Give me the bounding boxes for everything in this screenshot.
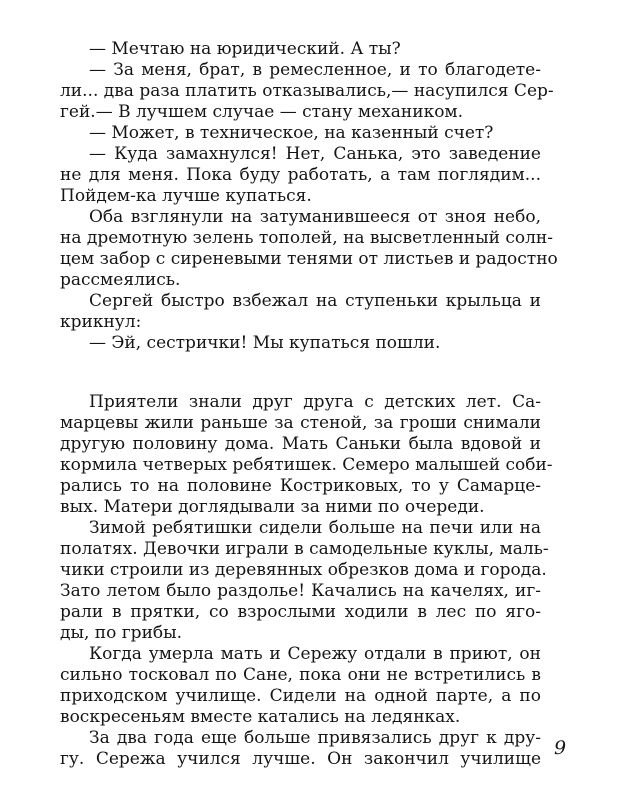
text-line: Когда умерла мать и Сережу отдали в приют, он [89, 644, 541, 664]
text-line: — За меня, брат, в ремесленное, и то благодете- [89, 60, 541, 80]
text-line: воскресеньям вместе катались на ледянках. [60, 707, 461, 727]
text-line: За два года еще больше привязались друг к дру- [89, 728, 541, 748]
text-line: приходском училище. Сидели на одной парте, а по [60, 686, 541, 706]
page-number: 9 [554, 737, 567, 759]
text-line: рали в прятки, со взрослыми ходили в лес по яго- [60, 602, 541, 622]
text-line: на дремотную зелень тополей, на высветленный солн- [60, 228, 554, 248]
text-line: ли... два раза платить отказывались,— насупился Сер- [60, 81, 554, 101]
text-line: вых. Матери доглядывали за ними по очереди. [60, 497, 485, 517]
text-line: кормила четверых ребятишек. Семеро малышей соби- [60, 455, 553, 475]
text-line: рались то на половине Костриковых, то у Самарце- [60, 476, 541, 496]
text-line: — Куда замахнулся! Нет, Санька, это заведение [89, 144, 541, 164]
text-line: — Может, в техническое, на казенный счет? [89, 123, 494, 143]
text-line: — Эй, сестрички! Мы купаться пошли. [89, 333, 441, 353]
text-line: гу. Сережа учился лучше. Он закончил училище [60, 749, 541, 769]
text-line: цем забор с сиреневыми тенями от листьев и радостно [60, 249, 558, 269]
text-line: гей.— В лучшем случае — стану механиком. [60, 102, 464, 122]
text-line: крикнул: [60, 312, 142, 332]
text-line: Пойдем-ка лучше купаться. [60, 186, 312, 206]
text-line: — Мечтаю на юридический. А ты? [89, 39, 401, 59]
text-line: ды, по грибы. [60, 623, 183, 643]
text-line: полатях. Девочки играли в самодельные куклы, маль- [60, 539, 549, 559]
text-line: Сергей быстро взбежал на ступеньки крыльца и [89, 291, 541, 311]
text-line: Зимой ребятишки сидели больше на печи или на [89, 518, 541, 538]
text-line: рассмеялись. [60, 270, 181, 290]
text-line: чики строили из деревянных обрезков дома и города. [60, 560, 547, 580]
narrative-section [60, 392, 553, 770]
text-line: марцевы жили раньше за стеной, за гроши снимали [60, 413, 541, 433]
text-line: Оба взглянули на затуманившееся от зноя небо, [89, 207, 541, 227]
text-line: Зато летом было раздолье! Качались на качелях, иг- [60, 581, 541, 601]
text-line: сильно тосковал по Сане, пока они не встретились в [60, 665, 541, 685]
dialogue-section [60, 39, 558, 354]
text-line: Приятели знали друг друга с детских лет. Са- [89, 392, 541, 412]
text-line: не для меня. Пока буду работать, а там поглядим... [60, 165, 541, 185]
text-line: другую половину дома. Мать Саньки была вдовой и [60, 434, 541, 454]
